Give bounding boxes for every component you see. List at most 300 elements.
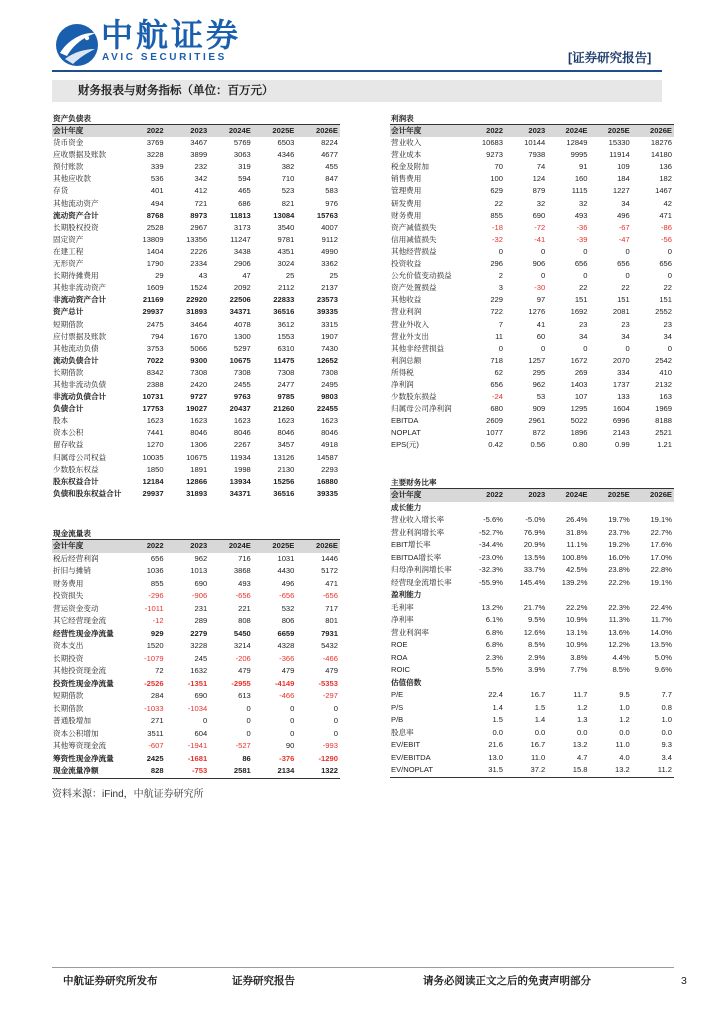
row-label: 资产总计 (53, 307, 84, 317)
cell-value: 74 (536, 162, 546, 172)
cell-value: 5450 (233, 628, 251, 638)
cell-value: -5.6% (483, 515, 503, 524)
row-label: 营业外收入 (391, 319, 429, 329)
table-row (52, 415, 340, 427)
avic-emblem-icon (54, 22, 100, 68)
cell-value: 8046 (321, 428, 338, 438)
table-row (52, 270, 340, 282)
cell-value: 18276 (650, 138, 672, 148)
cell-value: 1.2 (576, 702, 588, 712)
cell-value: 2.3% (485, 652, 503, 662)
cell-value: 1623 (190, 416, 208, 426)
cell-value: 3214 (233, 641, 251, 650)
table-row (52, 653, 340, 666)
table-row (52, 476, 340, 488)
cell-value: 496 (281, 578, 295, 588)
cell-value: 15330 (608, 138, 630, 148)
cell-value: 0.0 (576, 727, 588, 737)
cell-value: 3315 (321, 319, 338, 329)
cell-value: 2092 (233, 283, 251, 293)
cell-value: 3868 (233, 566, 251, 575)
balance-sheet-table (52, 112, 340, 500)
cell-value: 808 (238, 616, 251, 625)
cell-value: 1115 (571, 186, 588, 196)
cell-value: 4351 (277, 246, 295, 256)
row-label: 应付票据及账款 (53, 331, 107, 341)
cell-value: 2542 (655, 355, 672, 365)
cell-value: 962 (194, 553, 208, 563)
cell-value: 22.3% (608, 602, 630, 612)
column-header-year: 2023 (190, 126, 208, 135)
cell-value: 0 (290, 716, 295, 725)
table-row (390, 427, 674, 439)
cell-value: 5769 (233, 138, 251, 148)
cell-value: 9781 (277, 234, 295, 244)
cell-value: 53 (536, 392, 546, 402)
row-label: 投资收益 (391, 259, 422, 269)
row-label: 股本 (53, 416, 69, 426)
cell-value: 124 (532, 174, 546, 184)
cell-value: 0 (541, 343, 546, 353)
cell-value: 6.1% (485, 615, 503, 624)
cell-value: 23 (621, 319, 630, 329)
table-row (52, 379, 340, 391)
cell-value: 4078 (233, 319, 251, 329)
cell-value: -5.0% (525, 515, 546, 524)
row-label: 净利润 (391, 379, 414, 389)
table-row (52, 578, 340, 591)
cell-value: 2967 (190, 222, 208, 232)
cell-value: 656 (617, 259, 630, 269)
cell-value: 296 (490, 259, 503, 269)
cell-value: 10.9% (565, 640, 588, 649)
row-label: 资本支出 (53, 641, 84, 650)
cell-value: 0 (290, 728, 295, 738)
cell-value: 16.7 (530, 740, 546, 749)
cell-value: 1553 (277, 331, 295, 341)
table-row (52, 198, 340, 210)
cell-value: 2130 (277, 464, 295, 474)
cell-value: 828 (150, 766, 164, 775)
cell-value: 1524 (190, 283, 208, 293)
row-label: 固定资产 (53, 234, 84, 244)
row-label: 筹资性现金净流量 (53, 753, 114, 763)
cell-value: 1036 (146, 566, 164, 575)
table-row (390, 355, 674, 367)
row-label: P/E (391, 690, 404, 699)
cell-value: 13809 (142, 234, 164, 244)
cell-value: 690 (194, 691, 208, 700)
row-label: 在建工程 (53, 246, 84, 256)
cell-value: 10683 (481, 138, 503, 148)
cell-value: 34371 (229, 307, 251, 317)
table-row (52, 149, 340, 161)
cell-value: 1.4 (534, 715, 546, 724)
column-header-year: 2024E (228, 126, 251, 135)
cell-value: 15256 (273, 476, 295, 486)
cell-value: 1404 (146, 246, 164, 256)
footer-publisher: 中航证券研究所发布 (63, 975, 158, 987)
cell-value: -4149 (274, 678, 295, 688)
cell-value: 716 (238, 553, 251, 563)
cell-value: 879 (532, 186, 546, 196)
cell-value: 21.6 (488, 740, 503, 749)
table-row (390, 403, 674, 415)
cell-value: 4.7 (576, 752, 588, 762)
cell-value: 412 (194, 186, 208, 196)
cell-value: 3540 (277, 222, 295, 232)
table-row (52, 665, 340, 678)
cell-value: -24 (492, 392, 503, 402)
table-row (52, 439, 340, 451)
cell-value: 1623 (233, 416, 251, 426)
table-row (390, 331, 674, 343)
cell-value: 10675 (186, 452, 208, 462)
cell-value: 229 (490, 295, 503, 305)
cell-value: -296 (148, 591, 164, 600)
cell-value: 2 (498, 271, 503, 281)
cell-value: -366 (279, 653, 295, 663)
table-row (52, 553, 340, 566)
cell-value: 9.5 (619, 690, 630, 699)
cell-value: 11813 (230, 210, 251, 220)
cell-value: 9995 (570, 150, 588, 160)
cell-value: 0 (667, 271, 672, 281)
cell-value: 5066 (190, 343, 208, 353)
table-row (390, 246, 674, 258)
cell-value: 2267 (233, 440, 251, 450)
cell-value: 1790 (146, 259, 164, 269)
cell-value: 2112 (278, 283, 295, 293)
cell-value: 9727 (190, 392, 208, 402)
table-row (390, 198, 674, 210)
cell-value: 90 (285, 741, 295, 750)
row-label: 资产减值损失 (391, 222, 437, 232)
row-label: 现金流量净额 (53, 766, 99, 775)
cell-value: 2581 (233, 766, 251, 775)
cell-value: 22.8% (650, 565, 672, 574)
cell-value: 1672 (570, 355, 588, 365)
cell-value: 184 (617, 174, 630, 184)
row-label: 货币资金 (53, 138, 84, 148)
cell-value: 11.7% (651, 615, 672, 624)
cell-value: 19.2% (608, 540, 630, 549)
cell-value: 5.5% (485, 665, 503, 674)
cell-value: -607 (148, 741, 164, 750)
data-source-note: 资料来源：iFind，中航证券研究所 (52, 789, 204, 800)
table-row (52, 678, 340, 691)
table-row (390, 343, 674, 355)
row-label: P/S (391, 702, 404, 712)
row-label: 营业利润 (391, 307, 422, 317)
table-row (390, 514, 674, 527)
cell-value: 22 (579, 283, 588, 293)
cell-value: 2521 (655, 428, 672, 438)
cell-value: 1692 (570, 307, 588, 317)
column-header-label: 会计年度 (53, 126, 84, 135)
cell-value: 11.7 (573, 690, 588, 699)
cell-value: 2495 (321, 379, 338, 389)
table-row (52, 403, 340, 415)
cell-value: 2081 (612, 307, 630, 317)
row-label: 利润总额 (391, 355, 422, 365)
cell-value: 1013 (190, 566, 208, 575)
cell-value: 13.0 (488, 752, 503, 762)
cell-value: -30 (534, 283, 546, 293)
row-label: 成长能力 (391, 502, 422, 512)
cell-value: 4007 (321, 222, 338, 232)
row-label: EV/EBIT (391, 740, 421, 749)
cell-value: 29937 (142, 307, 164, 317)
table-row (390, 379, 674, 391)
cell-value: -32.3% (478, 565, 503, 574)
cell-value: 20437 (229, 404, 251, 414)
cell-value: 9300 (190, 355, 208, 365)
cell-value: 3612 (277, 319, 295, 329)
cell-value: 583 (325, 186, 338, 196)
cell-value: 22.2% (565, 602, 588, 612)
column-header-year: 2024E (565, 490, 588, 499)
cell-value: 2334 (190, 259, 208, 269)
cell-value: 2961 (528, 416, 546, 426)
table-row (52, 765, 340, 778)
cell-value: 0 (202, 716, 208, 725)
cell-value: -1290 (318, 753, 338, 763)
cell-value: 7430 (321, 343, 338, 353)
cell-value: 8342 (146, 367, 164, 377)
cell-value: 1.5 (534, 702, 546, 712)
cell-value: 72 (155, 666, 164, 675)
row-label: 营业收入增长率 (391, 515, 445, 524)
cell-value: 33.7% (523, 565, 546, 574)
row-label: 非流动负债合计 (53, 392, 107, 402)
cell-value: 20.9% (523, 540, 546, 549)
cell-value: 13126 (273, 452, 295, 462)
cell-value: 1.2 (619, 715, 630, 724)
cell-value: 479 (325, 666, 338, 675)
cell-value: 342 (194, 174, 208, 184)
row-label: 经营性现金净流量 (53, 628, 114, 638)
cell-value: 471 (659, 210, 672, 220)
cell-value: 0 (290, 703, 295, 713)
row-label: EPS(元) (391, 440, 419, 450)
table-section-row (390, 589, 674, 602)
cell-value: 91 (579, 162, 588, 172)
cell-value: 2477 (277, 379, 295, 389)
column-header-year: 2025E (607, 490, 630, 499)
cell-value: 2279 (190, 628, 208, 638)
cell-value: 690 (194, 578, 208, 588)
cell-value: 2.9% (527, 652, 546, 662)
cell-value: 5022 (570, 416, 588, 426)
cell-value: 8973 (190, 210, 208, 220)
cell-value: 8.5% (527, 640, 546, 649)
table-header-row (390, 489, 674, 502)
cell-value: -55.9% (478, 577, 503, 587)
table-row (390, 282, 674, 294)
table-row (52, 294, 340, 306)
table-row (390, 270, 674, 282)
cell-value: 22 (663, 283, 672, 293)
cell-value: 284 (150, 691, 164, 700)
table-row (390, 415, 674, 427)
table-row (390, 539, 674, 552)
cell-value: 1446 (321, 553, 338, 563)
cell-value: 721 (194, 198, 208, 208)
column-header-year: 2023 (528, 490, 546, 499)
cell-value: 906 (532, 259, 546, 269)
cell-value: 34 (663, 331, 672, 341)
row-label: 长期待摊费用 (53, 271, 99, 281)
row-label: EBIT增长率 (391, 540, 431, 549)
table-row (52, 427, 340, 439)
cell-value: 401 (150, 186, 164, 196)
cell-value: 32 (579, 198, 588, 208)
table-row (390, 727, 674, 740)
column-header-year: 2024E (565, 126, 588, 135)
cell-value: 2132 (655, 379, 672, 389)
cell-value: 1998 (233, 464, 251, 474)
cell-value: 1623 (321, 416, 338, 426)
cell-value: 12.6% (523, 627, 546, 637)
row-label: 盈利能力 (391, 590, 422, 599)
column-header-year: 2023 (190, 541, 208, 550)
cell-value: 2137 (321, 283, 338, 293)
cell-value: 42.5% (565, 565, 588, 574)
cell-value: 12866 (186, 476, 208, 486)
cell-value: 14.0% (650, 627, 672, 637)
table-title: 主要财务比率 (390, 476, 674, 489)
cell-value: 160 (574, 174, 588, 184)
row-label: 流动资产合计 (53, 210, 99, 220)
cell-value: 76.9% (523, 527, 546, 537)
cell-value: 9785 (277, 392, 295, 402)
cell-value: 62 (494, 367, 503, 377)
cell-value: -1011 (144, 603, 164, 613)
cell-value: -41 (534, 234, 546, 244)
cell-value: 1270 (146, 440, 164, 450)
table-row (390, 564, 674, 577)
table-row (390, 367, 674, 379)
cell-value: 23.7% (608, 527, 630, 537)
cell-value: -47 (618, 234, 630, 244)
cell-value: 1737 (612, 379, 630, 389)
report-tag: [证券研究报告] (568, 51, 652, 65)
cell-value: 13084 (273, 210, 295, 220)
row-label: 税后经营利润 (53, 553, 99, 563)
column-header-year: 2025E (272, 126, 295, 135)
table-header-row (52, 540, 340, 553)
cell-value: 0 (583, 271, 588, 281)
cell-value: 13.1% (565, 627, 588, 637)
table-section-row (390, 677, 674, 690)
cell-value: 13.2 (614, 765, 630, 774)
cell-value: 1670 (190, 331, 208, 341)
cell-value: 15.8 (572, 765, 588, 774)
table-row (52, 331, 340, 343)
cell-value: 1276 (528, 307, 546, 317)
cell-value: 3467 (190, 138, 208, 148)
cell-value: 0 (333, 716, 338, 725)
row-label: 税金及附加 (391, 162, 429, 172)
cell-value: 1.5 (492, 715, 503, 724)
table-row (390, 689, 674, 702)
cell-value: 0.0 (492, 727, 503, 737)
table-row (390, 439, 674, 451)
cell-value: 0 (667, 246, 672, 256)
table-row (52, 173, 340, 185)
cell-value: 2293 (321, 464, 338, 474)
row-label: 其他流动负债 (53, 343, 99, 353)
cell-value: 3769 (146, 138, 164, 148)
cell-value: 14587 (316, 452, 338, 462)
column-header-year: 2025E (272, 541, 295, 550)
table-row (390, 258, 674, 270)
row-label: 其他投资现金流 (53, 666, 107, 675)
row-label: ROA (391, 652, 408, 662)
row-label: 营业成本 (391, 150, 422, 160)
cell-value: 37.2 (530, 765, 546, 774)
table-row (52, 234, 340, 246)
cell-value: 718 (490, 355, 503, 365)
cell-value: 13.5% (523, 552, 546, 562)
table-row (390, 702, 674, 715)
row-label: 资本公积增加 (53, 728, 99, 738)
cell-value: 22920 (186, 295, 208, 305)
cell-value: 3464 (190, 319, 208, 329)
cell-value: -656 (279, 591, 295, 600)
row-label: 管理费用 (391, 186, 422, 196)
table-row (52, 185, 340, 197)
cell-value: 34 (621, 331, 630, 341)
cell-value: -466 (279, 691, 295, 700)
cell-value: 656 (150, 553, 164, 563)
cell-value: 12849 (566, 138, 588, 148)
table-row (390, 222, 674, 234)
cell-value: 976 (325, 198, 338, 208)
cell-value: 19.7% (608, 515, 630, 524)
cell-value: 1031 (277, 553, 295, 563)
table-title: 资产负债表 (52, 112, 340, 125)
cell-value: 2143 (612, 428, 630, 438)
cell-value: 21169 (142, 295, 164, 305)
cell-value: -906 (191, 591, 208, 600)
table-row (52, 391, 340, 403)
row-label: 留存收益 (53, 440, 84, 450)
table-row (52, 565, 340, 578)
table-row (52, 703, 340, 716)
cell-value: 12184 (142, 476, 164, 486)
row-label: EV/NOPLAT (391, 765, 434, 774)
table-row (52, 258, 340, 270)
table-row (52, 319, 340, 331)
cell-value: 42 (663, 198, 672, 208)
cell-value: 31.5 (488, 765, 503, 774)
row-label: 非流动资产合计 (53, 295, 107, 305)
cell-value: 1632 (190, 666, 208, 675)
table-section-row (390, 502, 674, 515)
cell-value: 0 (333, 728, 338, 738)
cell-value: 17753 (142, 404, 164, 414)
cell-value: 9273 (486, 150, 503, 160)
cell-value: 10731 (142, 392, 164, 402)
cell-value: 3 (498, 283, 503, 293)
row-label: 营运资金变动 (53, 603, 99, 613)
cell-value: 136 (659, 162, 672, 172)
cell-value: 3.4 (661, 752, 672, 762)
cell-value: 465 (238, 186, 251, 196)
cell-value: 1295 (570, 404, 588, 414)
